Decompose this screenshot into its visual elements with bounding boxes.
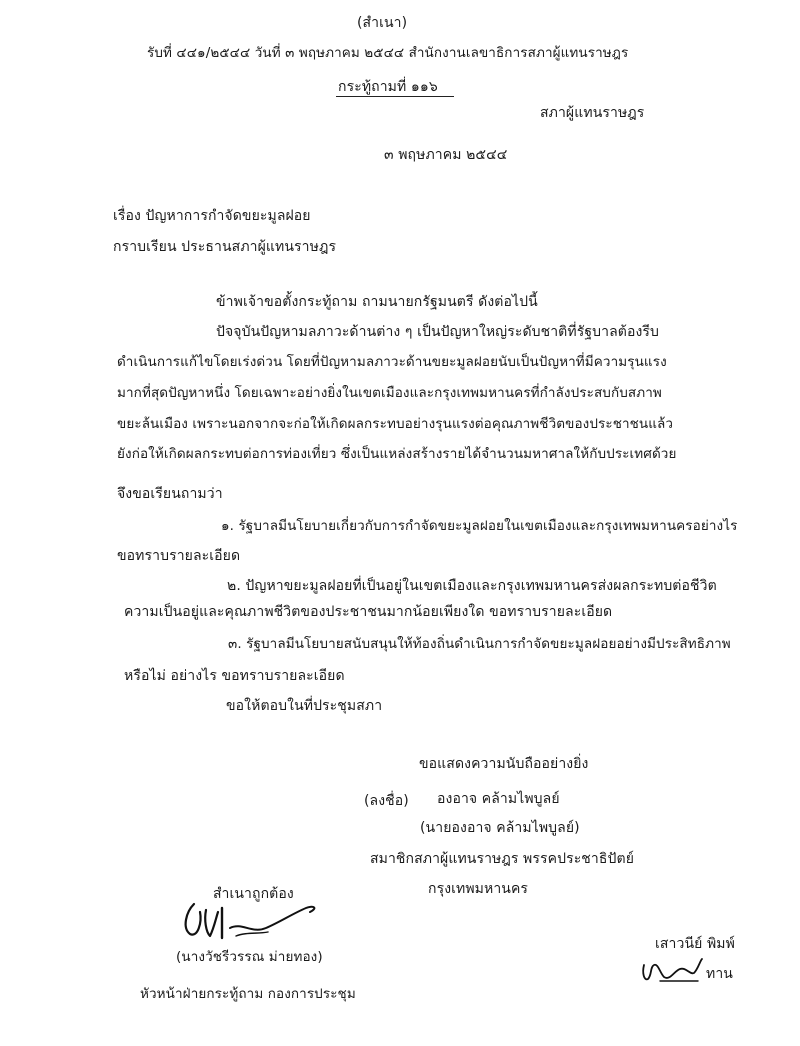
receipt-line: รับที่ ๔๔๑/๒๕๔๔ วันที่ ๓ พฤษภาคม ๒๕๔๔ สำนักงานเลขาธิการสภาผู้แทนราษฎร <box>147 45 629 61</box>
intro-line: ข้าพเจ้าขอตั้งกระทู้ถาม ถามนายกรัฐมนตรี ดังต่อไปนี้ <box>216 294 538 310</box>
certifier-name: (นางวัชรีวรรณ ม่ายทอง) <box>176 949 323 965</box>
typist-note: เสาวนีย์ พิมพ์ <box>655 936 735 952</box>
signer-name: องอาจ คล้ามไพบูลย์ <box>437 791 560 807</box>
signer-position: สมาชิกสภาผู้แทนราษฎร พรรคประชาธิปัตย์ <box>370 851 635 867</box>
paragraph-line: ขยะล้นเมือง เพราะนอกจากจะก่อให้เกิดผลกระทบอย่างรุนแรงต่อคุณภาพชีวิตของประชาชนแล้ว <box>117 416 674 432</box>
paragraph-line: มากที่สุดปัญหาหนึ่ง โดยเฉพาะอย่างยิ่งในเขตเมืองและกรุงเทพมหานครที่กำลังประสบกับสภาพ <box>117 385 662 401</box>
paragraph-line: จึงขอเรียนถามว่า <box>117 486 223 502</box>
reviewed-note: ทาน <box>706 966 733 982</box>
subject-line: เรื่อง ปัญหาการกำจัดขยะมูลฝอย <box>113 208 311 224</box>
certifier-signature <box>176 898 336 946</box>
question-3-line-1: ๓. รัฐบาลมีนโยบายสนับสนุนให้ท้องถิ่นดำเนินการกำจัดขยะมูลฝอยอย่างมีประสิทธิภาพ <box>228 636 731 652</box>
closing-regards: ขอแสดงความนับถืออย่างยิ่ง <box>419 756 589 772</box>
question-1-line-2: ขอทราบรายละเอียด <box>117 548 241 564</box>
question-2-line-2: ความเป็นอยู่และคุณภาพชีวิตของประชาชนมากน้อยเพียงใด ขอทราบรายละเอียด <box>124 604 613 620</box>
certified-copy-label: สำเนาถูกต้อง <box>213 886 294 902</box>
addressee-org: สภาผู้แทนราษฎร <box>540 105 645 121</box>
certifier-title: หัวหน้าฝ่ายกระทู้ถาม กองการประชุม <box>140 986 356 1002</box>
question-1-line-1: ๑. รัฐบาลมีนโยบายเกี่ยวกับการกำจัดขยะมูลฝอยในเขตเมืองและกรุงเทพมหานครอย่างไร <box>221 518 738 534</box>
salutation-line: กราบเรียน ประธานสภาผู้แทนราษฎร <box>113 239 337 255</box>
question-number-underline <box>336 96 454 97</box>
reviewer-initials <box>640 955 706 991</box>
question-number: กระทู้ถามที่ ๑๑๖ <box>338 79 438 95</box>
paragraph-line: ยังก่อให้เกิดผลกระทบต่อการท่องเที่ยว ซึ่งเป็นแหล่งสร้างรายได้จำนวนมหาศาลให้กับประเทศด้วย <box>117 446 677 462</box>
question-2-line-1: ๒. ปัญหาขยะมูลฝอยที่เป็นอยู่ในเขตเมืองและกรุงเทพมหานครส่งผลกระทบต่อชีวิต <box>227 578 717 594</box>
signer-name-parenthetical: (นายองอาจ คล้ามไพบูลย์) <box>420 820 580 836</box>
copy-mark: (สำเนา) <box>357 15 408 31</box>
signer-constituency: กรุงเทพมหานคร <box>428 881 529 897</box>
answer-request: ขอให้ตอบในที่ประชุมสภา <box>226 698 383 714</box>
paragraph-line: ดำเนินการแก้ไขโดยเร่งด่วน โดยที่ปัญหามลภาวะด้านขยะมูลฝอยนับเป็นปัญหาที่มีความรุนแรง <box>117 354 667 370</box>
signed-label: (ลงชื่อ) <box>364 793 409 809</box>
paragraph-line: ปัจจุบันปัญหามลภาวะด้านต่าง ๆ เป็นปัญหาใหญ่ระดับชาติที่รัฐบาลต้องรีบ <box>216 324 660 340</box>
document-date: ๓ พฤษภาคม ๒๕๔๔ <box>384 147 508 163</box>
question-3-line-2: หรือไม่ อย่างไร ขอทราบรายละเอียด <box>124 668 345 684</box>
